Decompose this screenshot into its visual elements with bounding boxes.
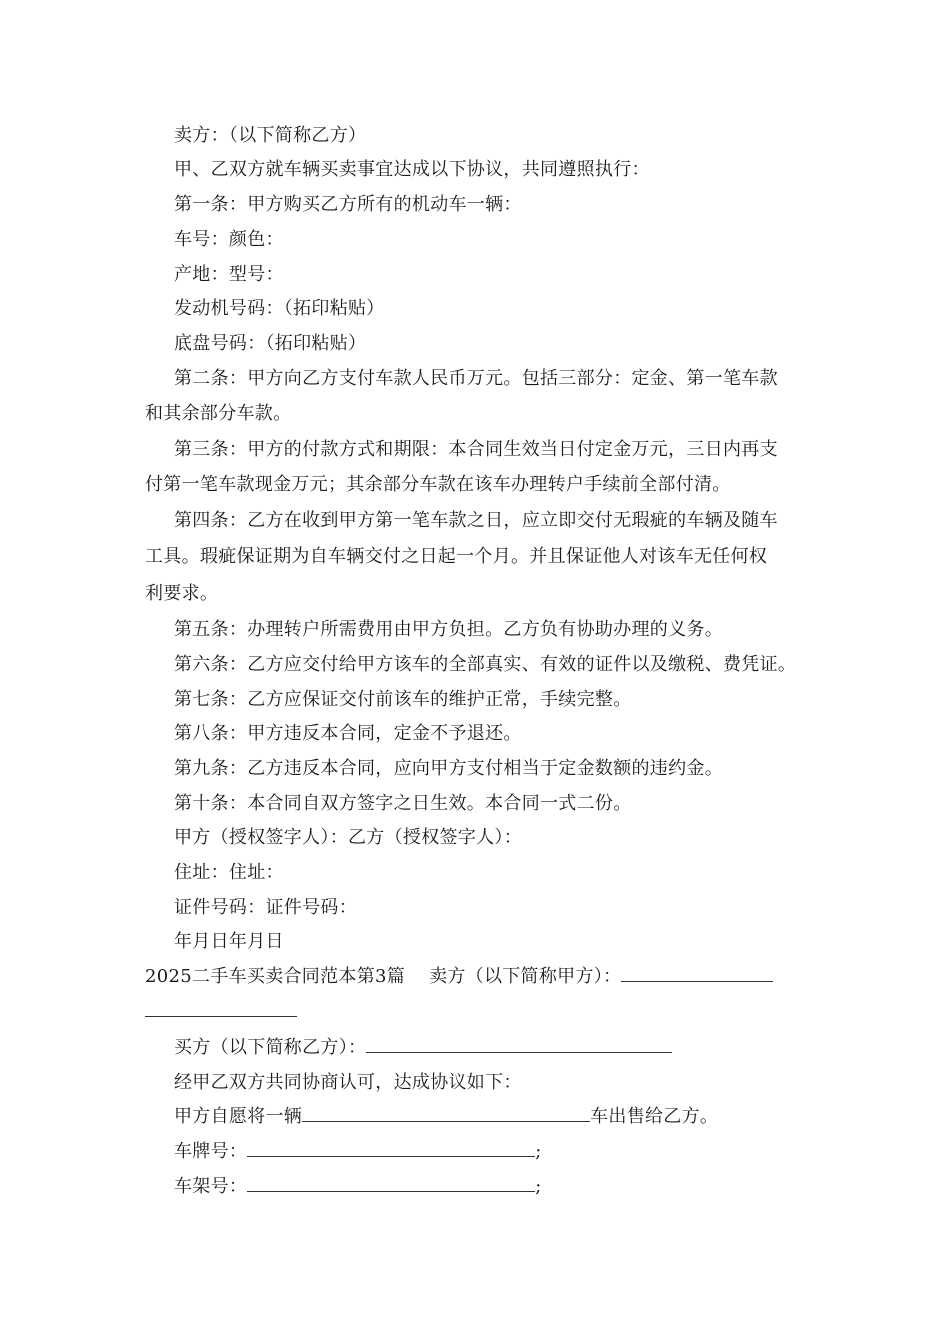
plate-semicolon: ; [535, 1141, 542, 1162]
agreement-intro: 甲、乙双方就车辆买卖事宜达成以下协议，共同遵照执行： [174, 159, 650, 180]
addresses: 住址：住址： [174, 862, 284, 883]
dates: 年月日年月日 [174, 931, 284, 952]
article-3-line-1: 第三条：甲方的付款方式和期限：本合同生效当日付定金万元，三日内再支 [174, 439, 778, 460]
article-5: 第五条：办理转户所需费用由甲方负担。乙方负有协助办理的义务。 [174, 619, 723, 640]
frame-line [174, 1175, 542, 1199]
article-3-line-2: 付第一笔车款现金万元；其余部分车款在该车办理转户手续前全部付清。 [145, 474, 731, 495]
article-4-line-3: 利要求。 [145, 583, 219, 604]
origin-model: 产地：型号： [174, 264, 284, 285]
buyer-label: 买方（以下简称乙方）： [174, 1037, 367, 1058]
seller-blank-continued [145, 1000, 297, 1017]
seller-blank-continued-line [145, 1000, 297, 1024]
article-2-line-2: 和其余部分车款。 [145, 403, 292, 424]
plate-label: 车牌号： [174, 1141, 248, 1162]
article-4-line-1: 第四条：乙方在收到甲方第一笔车款之日，应立即交付无瑕疵的车辆及随车 [174, 510, 778, 531]
frame-blank [247, 1175, 535, 1192]
article-7: 第七条：乙方应保证交付前该车的维护正常，手续完整。 [174, 689, 632, 710]
sale-line [174, 1105, 718, 1129]
section-3-title: 2025二手车买卖合同范本第3篇 [145, 966, 406, 987]
plate-line [174, 1140, 542, 1164]
article-1: 第一条：甲方购买乙方所有的机动车一辆： [174, 194, 522, 215]
vehicle-blank [302, 1105, 590, 1122]
article-6: 第六条：乙方应交付给甲方该车的全部真实、有效的证件以及缴税、费凭证。 [174, 654, 797, 675]
signatories: 甲方（授权签字人）：乙方（授权签字人）： [174, 827, 522, 848]
consensus-line: 经甲乙双方共同协商认可，达成协议如下： [174, 1072, 522, 1093]
engine-number: 发动机号码：（拓印粘贴） [174, 298, 385, 319]
frame-semicolon: ; [535, 1176, 542, 1197]
article-4-line-2: 工具。瑕疵保证期为自车辆交付之日起一个月。并且保证他人对该车无任何权 [145, 546, 768, 567]
car-number-color: 车号：颜色： [174, 229, 284, 250]
section-3-heading-line [145, 965, 773, 989]
seller-line: 卖方：（以下简称乙方） [174, 125, 367, 146]
seller-label: 卖方（以下简称甲方）： [429, 966, 622, 987]
sale-suffix: 车出售给乙方。 [590, 1106, 719, 1127]
article-2-line-1: 第二条：甲方向乙方支付车款人民币万元。包括三部分：定金、第一笔车款 [174, 368, 778, 389]
frame-label: 车架号： [174, 1176, 248, 1197]
buyer-line [174, 1036, 672, 1060]
article-9: 第九条：乙方违反本合同，应向甲方支付相当于定金数额的违约金。 [174, 758, 723, 779]
seller-blank [621, 965, 773, 982]
article-10: 第十条：本合同自双方签字之日生效。本合同一式二份。 [174, 793, 632, 814]
sale-prefix: 甲方自愿将一辆 [174, 1106, 303, 1127]
id-numbers: 证件号码：证件号码： [174, 897, 357, 918]
article-8: 第八条：甲方违反本合同，定金不予退还。 [174, 723, 522, 744]
chassis-number: 底盘号码：（拓印粘贴） [174, 333, 367, 354]
buyer-blank [366, 1036, 672, 1053]
plate-blank [247, 1140, 535, 1157]
